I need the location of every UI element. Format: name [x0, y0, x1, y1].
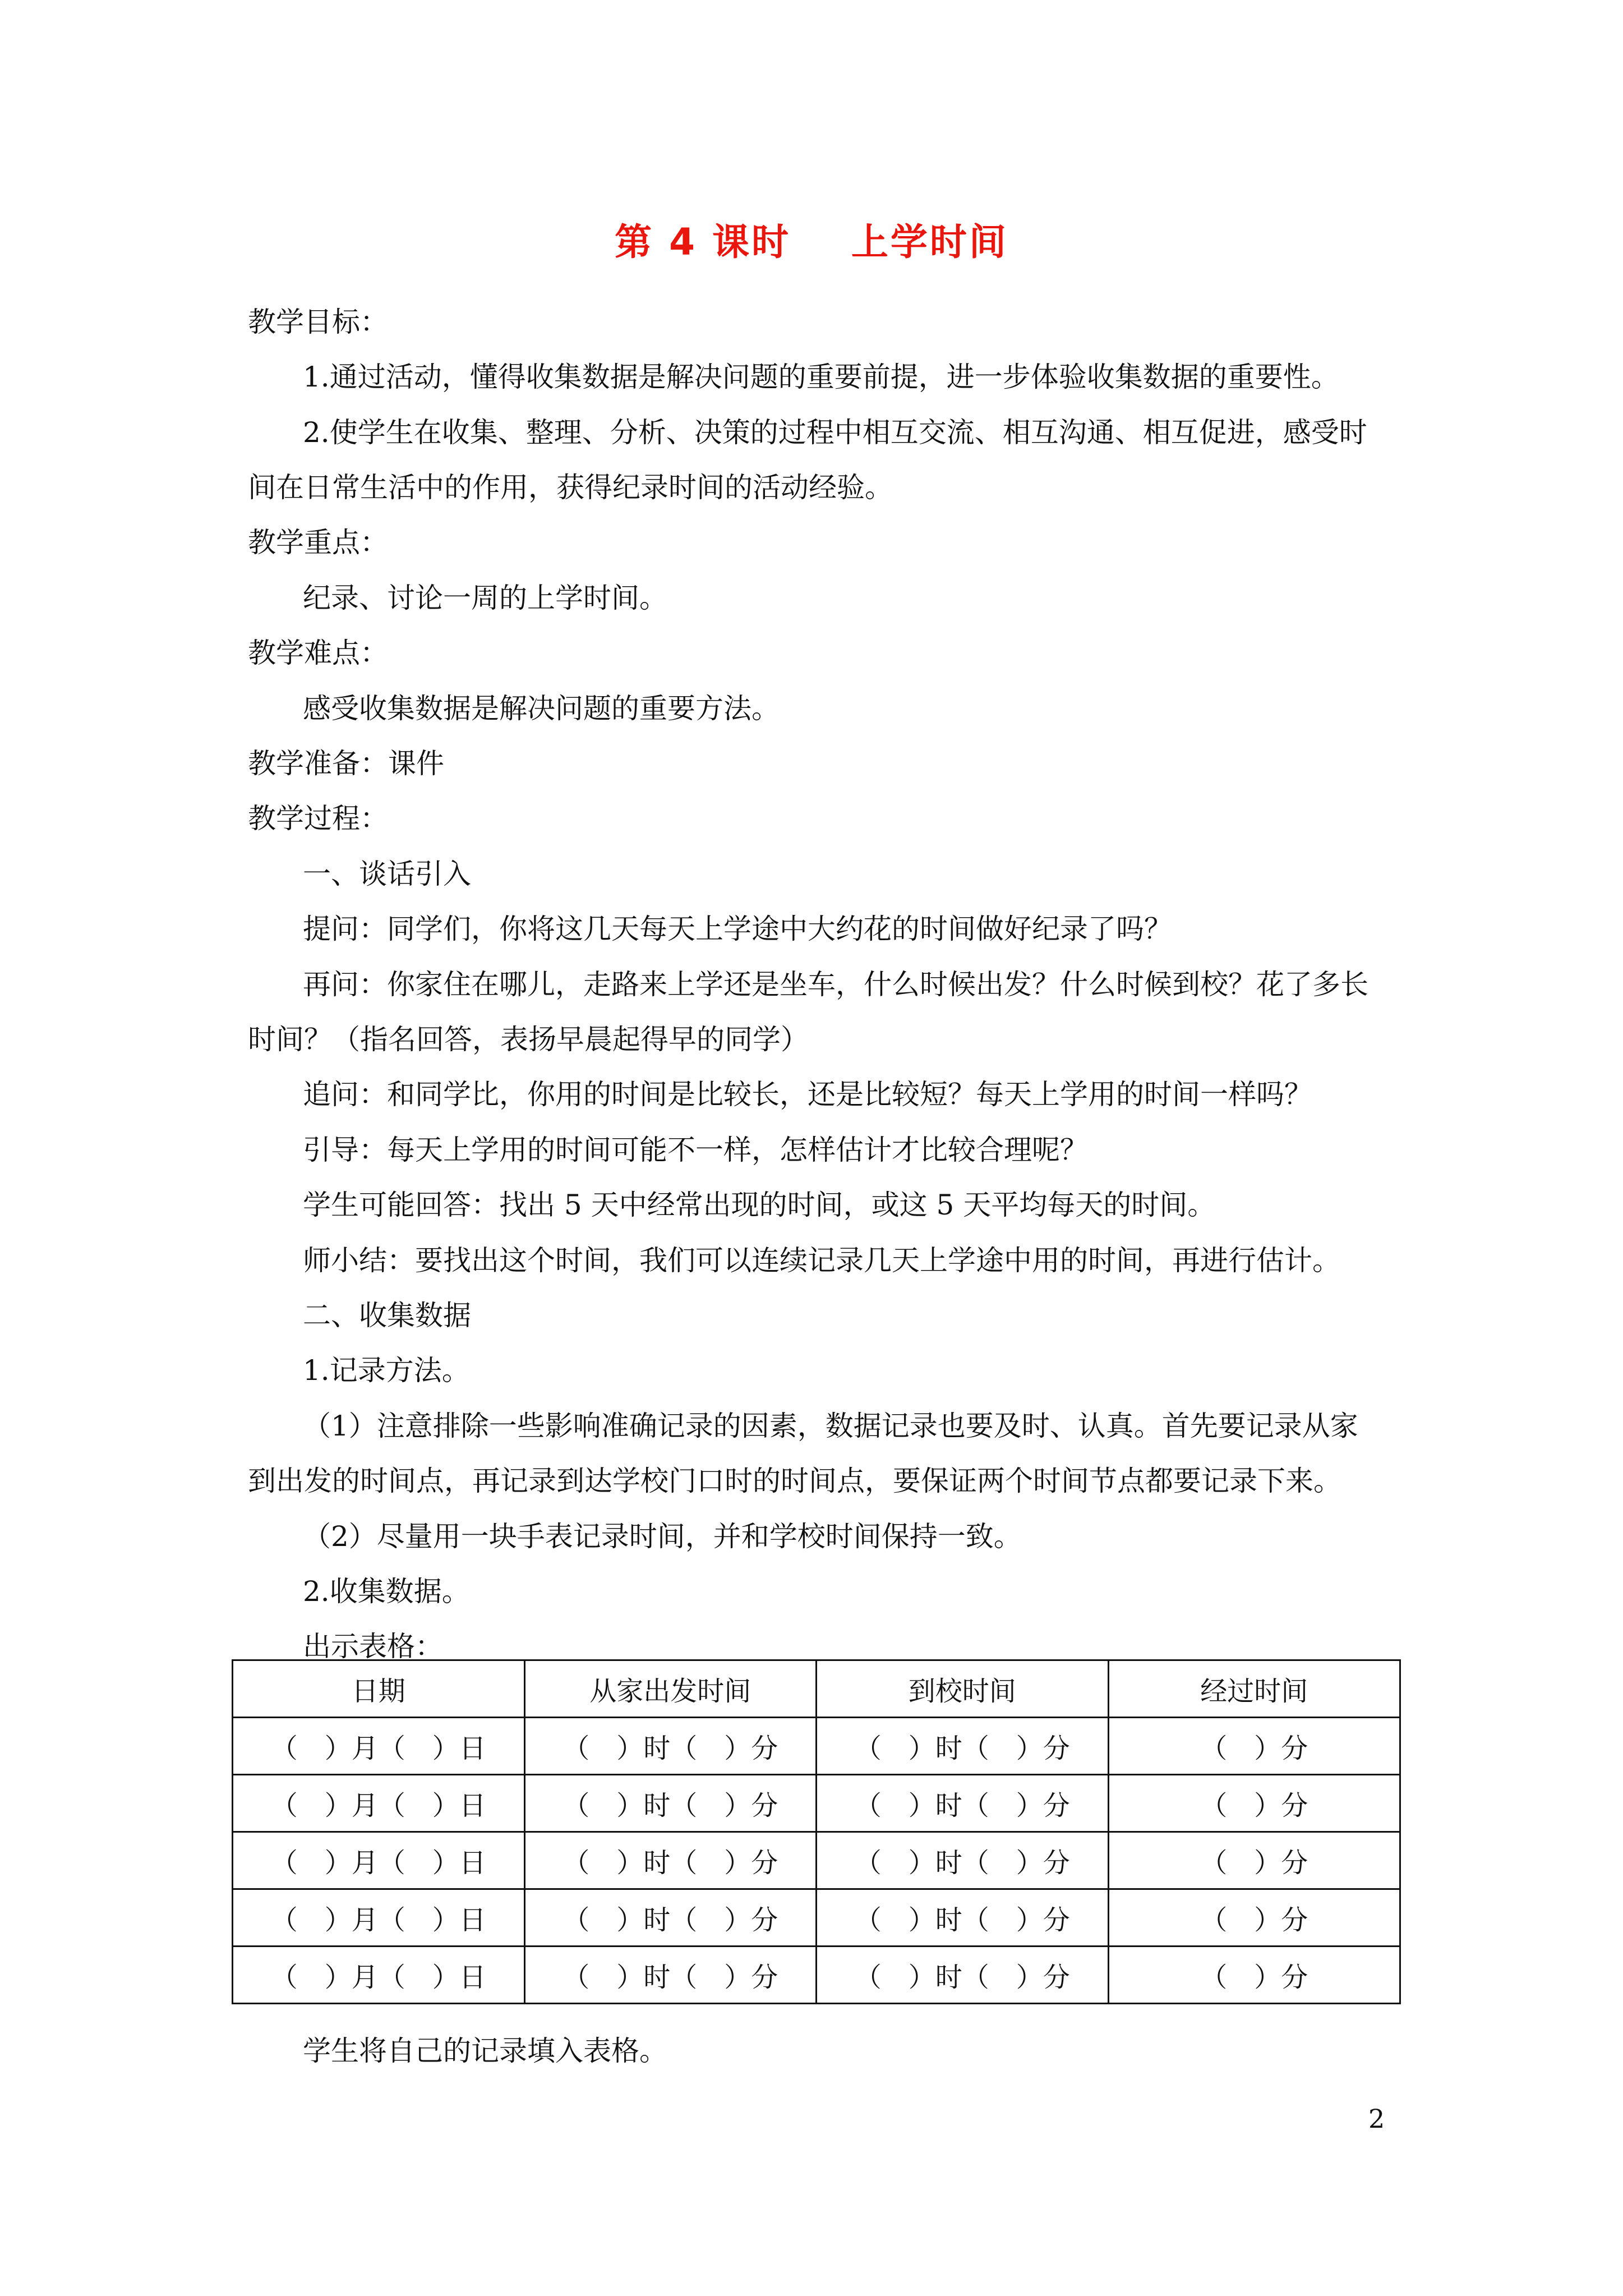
depart-cell: （ ）时（ ）分	[524, 1832, 817, 1889]
teacher-summary-line: 师小结：要找出这个时间，我们可以连续记录几天上学途中用的时间，再进行估计。	[303, 1244, 1340, 1277]
difficulty-text: 感受收集数据是解决问题的重要方法。	[303, 692, 780, 725]
arrive-cell: （ ）时（ ）分	[817, 1832, 1109, 1889]
heading-difficulties: 教学难点：	[248, 637, 388, 669]
arrive-cell: （ ）时（ ）分	[817, 1718, 1109, 1775]
objective-1: 1.通过活动，懂得收集数据是解决问题的重要前提，进一步体验收集数据的重要性。	[303, 361, 1339, 393]
after-table-text: 学生将自己的记录填入表格。	[303, 2035, 667, 2067]
collect-data-heading: 2.收集数据。	[303, 1575, 470, 1608]
date-cell: （ ）月（ ）日	[233, 1775, 525, 1832]
key-point-text: 纪录、讨论一周的上学时间。	[303, 582, 667, 614]
date-cell: （ ）月（ ）日	[233, 1832, 525, 1889]
depart-cell: （ ）时（ ）分	[524, 1718, 817, 1775]
page-number: 2	[1368, 2104, 1385, 2134]
section-intro-heading: 一、谈话引入	[303, 858, 471, 890]
method-step-1: （1）注意排除一些影响准确记录的因素，数据记录也要及时、认真。首先要记录从家	[303, 1410, 1358, 1442]
header-elapsed-time: 经过时间	[1108, 1660, 1400, 1718]
elapsed-cell: （ ）分	[1108, 1832, 1400, 1889]
method-step-1-continued: 到出发的时间点，再记录到达学校门口时的时间点，要保证两个时间节点都要记录下来。	[248, 1465, 1341, 1497]
table-row	[233, 1718, 1400, 1775]
table-row	[233, 1947, 1400, 2004]
table-row	[233, 1775, 1400, 1832]
show-table-line: 出示表格：	[303, 1630, 443, 1663]
header-arrive-time: 到校时间	[817, 1660, 1109, 1718]
elapsed-cell: （ ）分	[1108, 1889, 1400, 1947]
elapsed-cell: （ ）分	[1108, 1947, 1400, 2004]
section-collect-heading: 二、收集数据	[303, 1299, 471, 1332]
method-step-2: （2）尽量用一块手表记录时间，并和学校时间保持一致。	[303, 1520, 1022, 1553]
elapsed-cell: （ ）分	[1108, 1718, 1400, 1775]
depart-cell: （ ）时（ ）分	[524, 1947, 817, 2004]
heading-objectives: 教学目标：	[248, 306, 388, 338]
depart-cell: （ ）时（ ）分	[524, 1889, 817, 1947]
heading-key-points: 教学重点：	[248, 526, 388, 559]
followup-question-line: 再问：你家住在哪儿，走路来上学还是坐车，什么时候出发？什么时候到校？花了多长	[303, 968, 1368, 1001]
elapsed-cell: （ ）分	[1108, 1775, 1400, 1832]
followup-question-continued: 时间？（指名回答，表扬早晨起得早的同学）	[248, 1023, 809, 1056]
lesson-title: 第 4 课时 上学时间	[615, 220, 1008, 264]
arrive-cell: （ ）时（ ）分	[817, 1775, 1109, 1832]
time-record-table	[232, 1659, 1401, 2004]
preparation-line: 教学准备：课件	[248, 747, 444, 780]
heading-process: 教学过程：	[248, 802, 388, 835]
date-cell: （ ）月（ ）日	[233, 1718, 525, 1775]
date-cell: （ ）月（ ）日	[233, 1947, 525, 2004]
arrive-cell: （ ）时（ ）分	[817, 1889, 1109, 1947]
guide-line: 引导：每天上学用的时间可能不一样，怎样估计才比较合理呢？	[303, 1134, 1088, 1166]
record-method-heading: 1.记录方法。	[303, 1354, 470, 1387]
objective-2-continued: 间在日常生活中的作用，获得纪录时间的活动经验。	[248, 471, 893, 504]
question-line: 提问：同学们，你将这几天每天上学途中大约花的时间做好纪录了吗？	[303, 913, 1172, 945]
date-cell: （ ）月（ ）日	[233, 1889, 525, 1947]
student-answer-line: 学生可能回答：找出 5 天中经常出现的时间，或这 5 天平均每天的时间。	[303, 1189, 1216, 1221]
table-row	[233, 1832, 1400, 1889]
header-date: 日期	[233, 1660, 525, 1718]
pursue-question-line: 追问：和同学比，你用的时间是比较长，还是比较短？每天上学用的时间一样吗？	[303, 1078, 1312, 1111]
table-header-row	[233, 1660, 1400, 1718]
arrive-cell: （ ）时（ ）分	[817, 1947, 1109, 2004]
objective-2: 2.使学生在收集、整理、分析、决策的过程中相互交流、相互沟通、相互促进，感受时	[303, 416, 1367, 449]
header-depart-time: 从家出发时间	[524, 1660, 817, 1718]
depart-cell: （ ）时（ ）分	[524, 1775, 817, 1832]
table-row	[233, 1889, 1400, 1947]
